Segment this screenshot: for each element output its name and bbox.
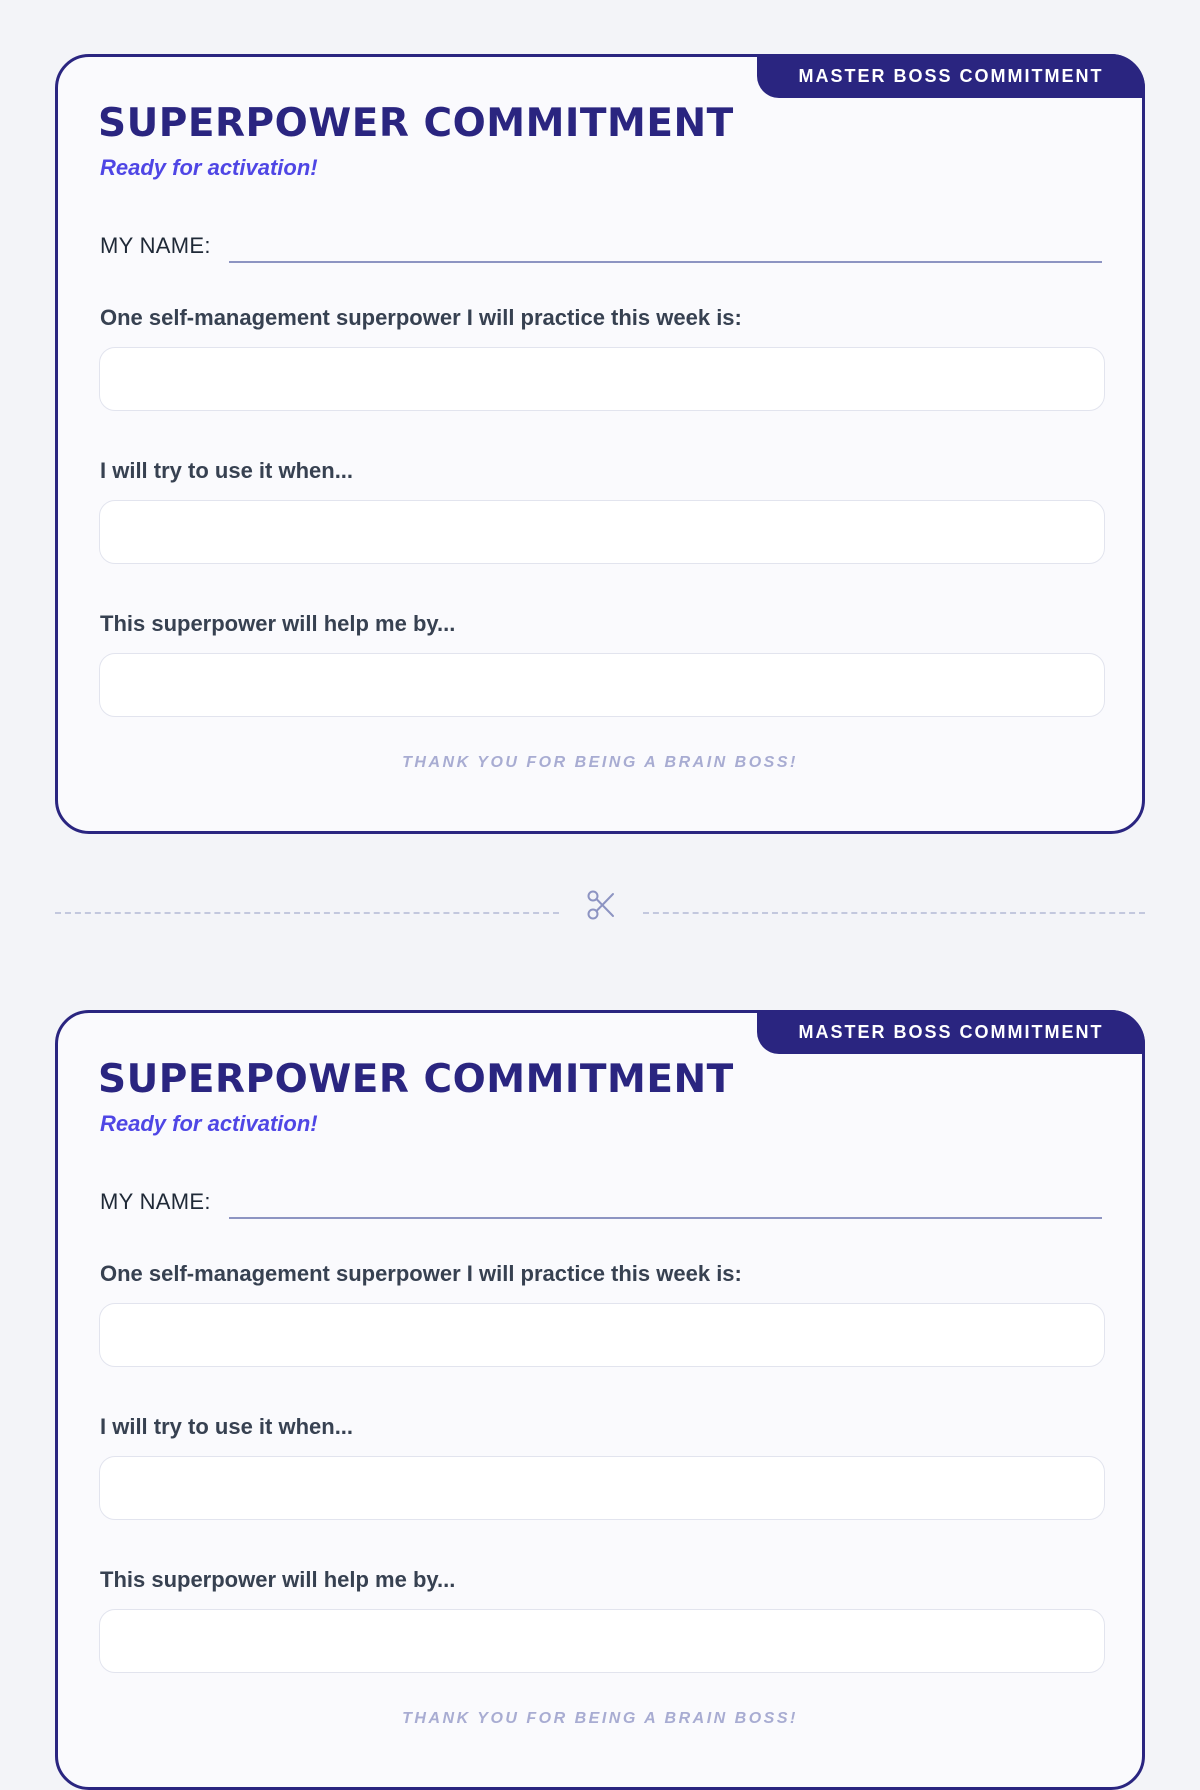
card-subtitle: Ready for activation!: [100, 155, 318, 180]
name-field[interactable]: [229, 229, 1102, 263]
name-label: MY NAME:: [100, 233, 211, 258]
commitment-card: [55, 1010, 1145, 1790]
scissors-icon: [586, 888, 616, 922]
superpower-answer-field[interactable]: [99, 1303, 1105, 1367]
card-subtitle: Ready for activation!: [100, 1111, 318, 1136]
when-answer-field[interactable]: [99, 500, 1105, 564]
help-question-label: This superpower will help me by...: [100, 1567, 456, 1592]
card-title: SUPERPOWER COMMITMENT: [98, 101, 734, 146]
help-answer-field[interactable]: [99, 653, 1105, 717]
card-footer: THANK YOU FOR BEING A BRAIN BOSS!: [402, 754, 798, 771]
name-label: MY NAME:: [100, 1189, 211, 1214]
card-title: SUPERPOWER COMMITMENT: [98, 1057, 734, 1102]
when-answer-field[interactable]: [99, 1456, 1105, 1520]
help-answer-field[interactable]: [99, 1609, 1105, 1673]
name-row: [100, 229, 1102, 263]
card-footer: THANK YOU FOR BEING A BRAIN BOSS!: [402, 1710, 798, 1727]
help-question-label: This superpower will help me by...: [100, 611, 456, 636]
commitment-card: [55, 54, 1145, 834]
superpower-question-label: One self-management superpower I will practice this week is:: [100, 305, 742, 330]
name-row: [100, 1185, 1102, 1219]
card-badge: MASTER BOSS COMMITMENT: [757, 54, 1145, 98]
card-badge: MASTER BOSS COMMITMENT: [757, 1010, 1145, 1054]
when-question-label: I will try to use it when...: [100, 1414, 354, 1439]
name-field[interactable]: [229, 1185, 1102, 1219]
superpower-question-label: One self-management superpower I will practice this week is:: [100, 1261, 742, 1286]
cut-line-divider: [55, 902, 1145, 922]
when-question-label: I will try to use it when...: [100, 458, 354, 483]
dashed-line-right: [643, 912, 1145, 914]
superpower-answer-field[interactable]: [99, 347, 1105, 411]
dashed-line-left: [55, 912, 559, 914]
